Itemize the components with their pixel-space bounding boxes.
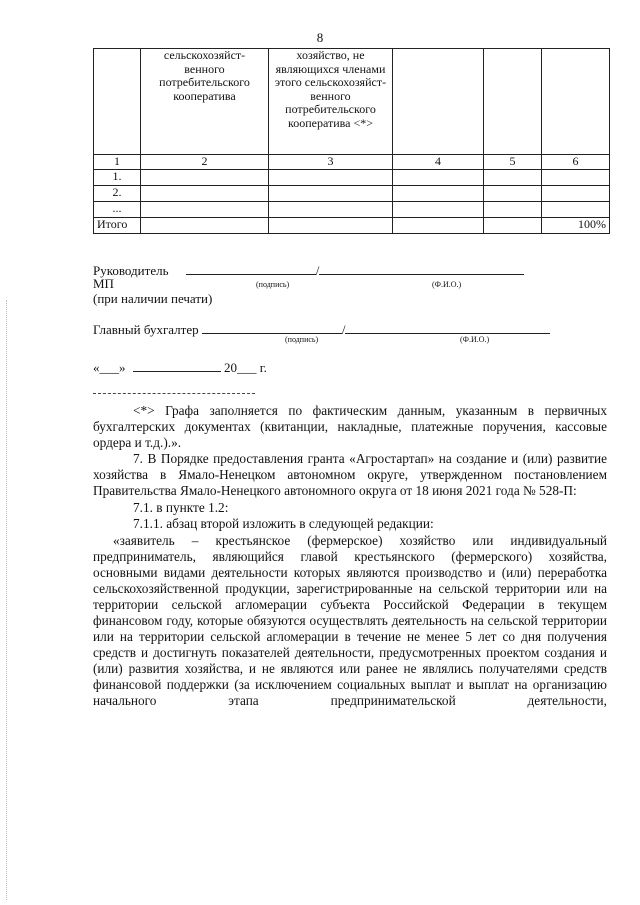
row-label: 2. (94, 185, 141, 201)
seal-note: (при наличии печати) (93, 291, 213, 306)
footnote-separator (93, 393, 255, 394)
column-number: 1 (94, 155, 141, 170)
fio-caption: (Ф.И.О.) (432, 280, 462, 289)
scan-edge-dots (6, 300, 7, 900)
podpis-caption: (подпись) (285, 335, 319, 344)
header-cell: сельскохозяйст-венного потребительского кооператива (141, 49, 269, 155)
header-cell (484, 49, 542, 155)
header-cell (393, 49, 484, 155)
head-signature-line (93, 262, 524, 279)
head-label: Руководитель (93, 263, 169, 278)
name-blank (319, 262, 524, 275)
header-cell: хозяйство, не являющихся членами этого сельскохозяйст-венного потребительского кооператива <*> (269, 49, 393, 155)
column-number: 5 (484, 155, 542, 170)
month-blank (133, 359, 221, 372)
column-number: 3 (269, 155, 393, 170)
paragraph-7-1-1: 7.1.1. абзац второй изложить в следующей редакции: (133, 516, 434, 531)
date-year: 20___ г. (224, 360, 267, 375)
signature-blank (186, 262, 316, 275)
date-line (93, 359, 267, 376)
row-label: ... (94, 201, 141, 217)
slash: / (341, 322, 346, 337)
header-cell (94, 49, 141, 155)
column-number: 4 (393, 155, 484, 170)
row-label: 1. (94, 169, 141, 185)
quoted-definition: «заявитель – крестьянское (фермерское) хозяйство или индивидуальный предприниматель, являющийся главой крестьянского (фермерского) хозяйства, основными видами деятельности которых являются производство и (или) переработка сельскохозяйственной продукции, зарегистрированные на сельской территории или на территории сельской агломерации субъекта Российской Федерации в текущем финансовом году, которые обязуются осуществлять деятельность на сельской территории или на территории сельской агломерации в течение не менее 5 лет со дня получения средств и достигнуть показателей деятельности, предусмотренных проектом создания и (или) развития хозяйства, и не являются или ранее не являлись получателями средств финансовой поддержки (за исключением социальных выплат и выплат на организацию начального этапа предпринимательской деятельности, (93, 533, 607, 708)
paragraph-7: 7. В Порядке предоставления гранта «Агростартап» на создание и (или) развитие хозяйства в Ямало-Ненецком автономном округе, утвержденном постановлением Правительства Ямало-Ненецкого автономного округа от 18 июня 2021 года № 528-П: (93, 451, 607, 498)
chief-accountant-label: Главный бухгалтер (93, 322, 199, 337)
table-row (94, 201, 610, 217)
mp-label: МП (93, 276, 114, 291)
name-blank (345, 321, 550, 334)
total-value: 100% (542, 217, 610, 233)
fio-caption: (Ф.И.О.) (460, 335, 490, 344)
header-cell (542, 49, 610, 155)
table-header-row (94, 49, 610, 155)
footnote-text: <*> Графа заполняется по фактическим данным, указанным в первичных бухгалтерских документах (квитанции, накладные, платежные поручения, кассовые ордера и т.д.).». (93, 403, 607, 450)
column-number: 2 (141, 155, 269, 170)
table-row (94, 169, 610, 185)
podpis-caption: (подпись) (256, 280, 290, 289)
date-day: «___» (93, 360, 126, 375)
signature-blank (202, 321, 342, 334)
slash: / (315, 263, 320, 278)
total-label: Итого (94, 217, 141, 233)
paragraph-7-1: 7.1. в пункте 1.2: (133, 500, 229, 515)
column-number: 6 (542, 155, 610, 170)
page-number: 8 (316, 30, 324, 45)
grant-table (93, 48, 610, 234)
table-row (94, 185, 610, 201)
table-total-row (94, 217, 610, 233)
column-number-row (94, 155, 610, 170)
